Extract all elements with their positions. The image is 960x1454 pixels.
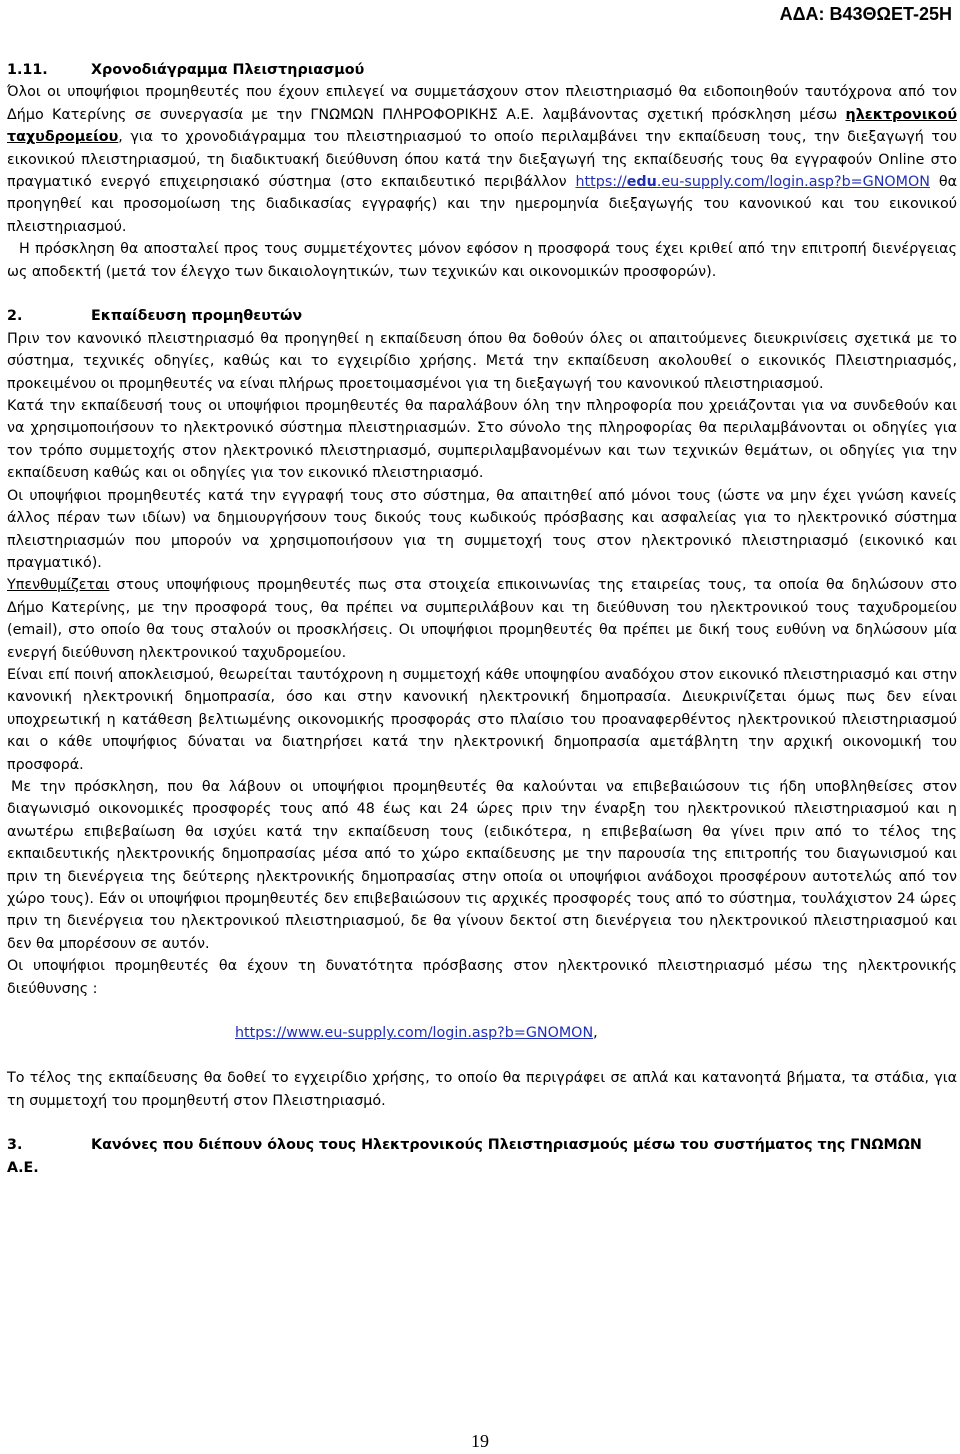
section-title: Κανόνες που διέπουν όλους τους Ηλεκτρονικούς Πλειστηριασμούς μέσω του συστήματος της ΓΝΩΜΩΝ Α.Ε. xyxy=(7,1137,922,1176)
page-number: 19 xyxy=(471,1431,489,1451)
ada-code: ΑΔΑ: Β43ΘΩΕΤ-25Η xyxy=(779,4,952,24)
platform-link-line xyxy=(7,1022,957,1044)
paragraph: Το τέλος της εκπαίδευσης θα δοθεί το εγχειρίδιο χρήσης, το οποίο θα περιγράφει σε απλά και κατανοητά βήματα, τα στάδια, για τη συμμετοχή του προμηθευτή στον Πλειστηριασμό. xyxy=(7,1070,957,1109)
email-emphasis: ηλεκτρονικού ταχυδρομείου xyxy=(7,106,957,146)
section-number: 2. xyxy=(7,308,23,325)
section-title: Εκπαίδευση προμηθευτών xyxy=(91,308,303,325)
paragraph xyxy=(7,574,957,664)
paragraph: Οι υποψήφιοι προμηθευτές κατά την εγγραφή τους στο σύστημα, θα απαιτηθεί από μόνοι τους (ώστε να μην έχει γνώση κανείς άλλος πέραν των ιδίων) να δημιουργήσουν τους δικούς τους κωδικούς πρόσβασης και ασφαλείας για το ηλεκτρονικό σύστημα πλειστηριασμών που μπορούν να χρησιμοποιήσουν για τη συμμετοχή τους στον ηλεκτρονικό πλειστηριασμό (εικονικό και πραγματικό). xyxy=(7,487,957,571)
section-3-heading xyxy=(7,1134,957,1179)
document-body xyxy=(7,59,957,1179)
section-number: 1.11. xyxy=(7,62,48,78)
paragraph: Είναι επί ποινή αποκλεισμού, θεωρείται ταυτόχρονη η συμμετοχή κάθε υποψηφίου αναδόχου στον εικονικό πλειστηριασμό και στην κανονική ηλεκτρονική δημοπρασία, όσο και στην κανονική ηλεκτρονική δημοπρασία. Διευκρινίζεται όμως πως δεν είναι υποχρεωτική η κατάθεση βελτιωμένης οικονομικής προσφοράς στο πλαίσιο του προαναφερθέντος ηλεκτρονικού πλειστηριασμού και ο κάθε υποψήφιος δύναται να διατηρήσει κατά την ηλεκτρονική δημοπρασία αμετάβλητη την αρχική οικονομική του προσφορά. xyxy=(7,666,957,773)
paragraph: Με την πρόσκληση, που θα λάβουν οι υποψήφιοι προμηθευτές θα καλούνται να επιβεβαιώσουν τις ήδη υποβληθείσες στον διαγωνισμό οικονομικές προσφορές τους από 48 έως και 24 ώρες πριν την έναρξη του ηλεκτρονικού πλειστηριασμού και η ανωτέρω επιβεβαίωση θα ισχύει κατά την εκπαίδευση τους (ειδικότερα, η επιβεβαίωση θα γίνει πριν από το τέλος της εκπαιδευτικής ηλεκτρονικής δημοπρασίας μέσα από το χώρο εκπαίδευσης με την παρουσία της επιτροπής του διαγωνισμού και πριν τη διενέργεια της δεύτερης ηλεκτρονικής δημοπρασίας στην οποία οι υποψήφιοι ανάδοχοι προσφέρουν αυτοτελώς από τον χώρο τους). Εάν οι υποψήφιοι προμηθευτές δεν επιβεβαιώσουν τις αρχικές προσφορές τους από το σύστημα, τουλάχιστον 24 ώρες πριν τη διενέργεια του ηλεκτρονικού πλειστηριασμού, δε θα γίνουν δεκτοί στη διενέργεια του ηλεκτρονικού πλειστηριασμού και δεν θα μπορέσουν σε αυτόν. xyxy=(7,778,957,952)
section-2-heading xyxy=(7,305,957,327)
paragraph: Οι υποψήφιοι προμηθευτές θα έχουν τη δυνατότητα πρόσβασης στον ηλεκτρονικό πλειστηριασμό μέσω της ηλεκτρονικής διεύθυνσης : xyxy=(7,958,957,997)
paragraph: Πριν τον κανονικό πλειστηριασμό θα προηγηθεί η εκπαίδευση όπου θα δοθούν όλες οι απαιτούμενες διευκρινίσεις σχετικά με το σύστημα, τεχνικές οδηγίες, καθώς και το εγχειρίδιο χρήσης. Μετά την εκπαίδευση ακολουθεί ο εικονικός Πλειστηριασμός, προκειμένου οι προμηθευτές να είναι πλήρως προετοιμασμένοι για τη διεξαγωγή του κανονικού πλειστηριασμού. xyxy=(7,330,957,392)
link-suffix: , xyxy=(593,1025,598,1042)
section-title: Χρονοδιάγραμμα Πλειστηριασμού xyxy=(91,62,365,78)
training-link[interactable]: https://edu.eu-supply.com/login.asp?b=GNOMON xyxy=(575,174,930,191)
paragraph-text: Όλοι οι υποψήφιοι προμηθευτές που έχουν επιλεγεί να συμμετάσχουν στον πλειστηριασμό θα ειδοποιηθούν ταυτόχρονα από τον Δήμο Κατερίνης σε συνεργασία με την ΓΝΩΜΩΝ ΠΛΗΡΟΦΟΡΙΚΗΣ Α.Ε. λαμβάνοντας σχετική πρόσκληση μέσω xyxy=(7,84,957,123)
paragraph-text: στους υποψήφιους προμηθευτές πως στα στοιχεία επικοινωνίας της εταιρείας τους, τα οποία θα δηλώσουν στο Δήμο Κατερίνης, με την προσφορά τους, θα πρέπει να συμπεριλάβουν και τη διεύθυνση του ηλεκτρονικού τους ταχυδρομείου (email), στο οποίο θα τους σταλούν οι προσκλήσεις. Οι υποψήφιοι προμηθευτές θα πρέπει με δική τους ευθύνη να δηλώσουν μία ενεργή διεύθυνση ηλεκτρονικού ταχυδρομείου. xyxy=(7,577,957,661)
paragraph: Κατά την εκπαίδευσή τους οι υποψήφιοι προμηθευτές θα παραλάβουν όλη την πληροφορία που χρειάζονται για να συνδεθούν και να χρησιμοποιήσουν το ηλεκτρονικό σύστημα πλειστηριασμών. Στο σύνολο της πληροφορίας θα περιλαμβάνονται οι οδηγίες για τον τρόπο συμμετοχής στον ηλεκτρονικό πλειστηριασμό, συμπεριλαμβανομένων και των τεχνικών θεμάτων, οι οδηγίες για την εκπαίδευση καθώς και οι οδηγίες για τον εικονικό πλειστηριασμό. xyxy=(7,398,957,482)
paragraph-text: θα προηγηθεί και προσομοίωση της διαδικασίας εγγραφής) και την ημερομηνία διεξαγωγής του κανονικού και του εικονικού πλειστηριασμού. xyxy=(7,174,957,235)
reminder-word: Υπενθυμίζεται xyxy=(7,577,110,594)
paragraph xyxy=(7,81,957,238)
paragraph: Η πρόσκληση θα αποσταλεί προς τους συμμετέχοντες μόνον εφόσον η προσφορά τους έχει κριθεί από την επιτροπή διενέργειας ως αποδεκτή (μετά τον έλεγχο των δικαιολογητικών, των τεχνικών και οικονομικών προσφορών). xyxy=(7,241,957,280)
platform-link[interactable]: https://www.eu-supply.com/login.asp?b=GNOMON xyxy=(235,1025,594,1042)
section-number: 3. xyxy=(7,1137,23,1154)
paragraph-text: , για το χρονοδιάγραμμα του πλειστηριασμού το οποίο περιλαμβάνει την εκπαίδευση τους, την διεξαγωγή του εικονικού πλειστηριασμού, τη διαδικτυακή διεύθυνση όπου κατά την διεξαγωγή της εκπαίδευσής τους θα εγγραφούν Online στο πραγματικό ενεργό επιχειρησιακό σύστημα (στο εκπαιδευτικό περιβάλλον xyxy=(7,129,957,191)
section-1-11-heading xyxy=(7,59,957,81)
